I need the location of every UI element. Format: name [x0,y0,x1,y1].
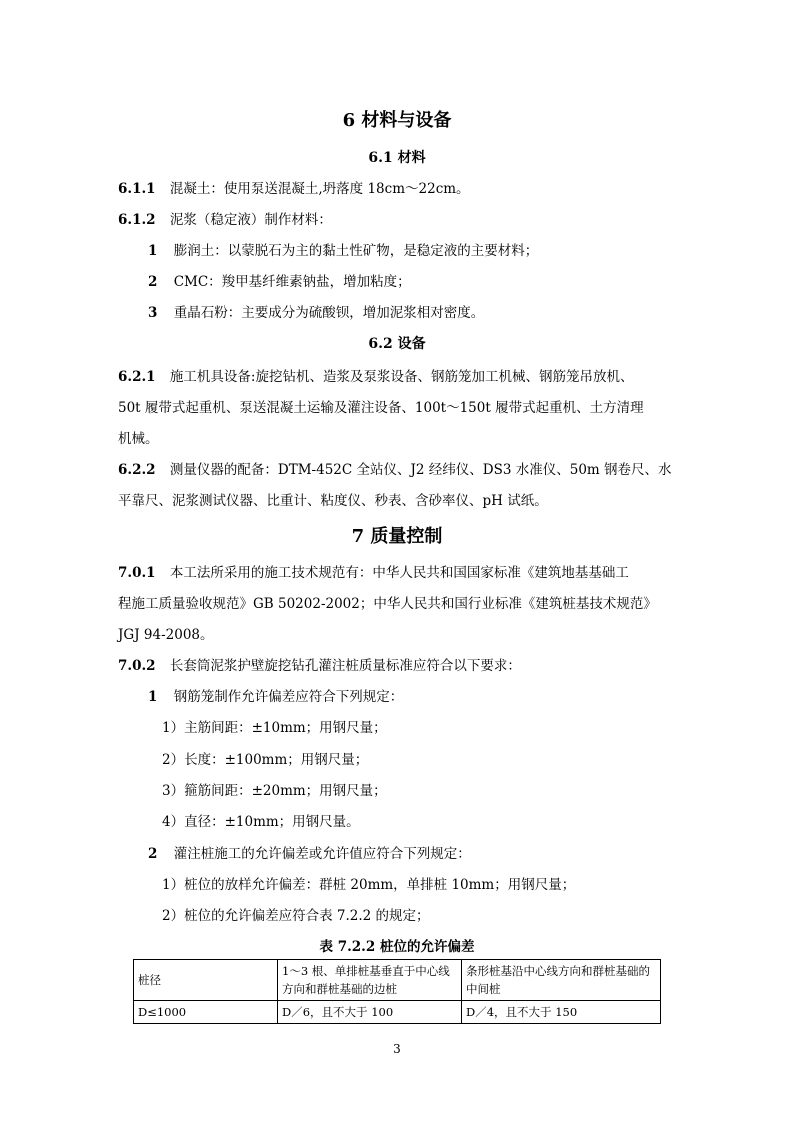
clause-6-2-2-line2: 平靠尺、泥浆测试仪器、比重计、粘度仪、秒表、含砂率仪、pH 试纸。 [118,493,548,509]
list-number: 3 [148,305,158,321]
clause-text: 混凝土：使用泵送混凝土,坍落度 18cm～22cm。 [169,181,470,197]
list-item [148,301,484,321]
table-header-row [134,960,661,1001]
list-text: 膨润土：以蒙脱石为主的黏土性矿物，是稳定液的主要材料； [173,243,539,259]
clause-text: 施工机具设备:旋挖钻机、造浆及泵浆设备、钢筋笼加工机械、钢筋笼吊放机、 [169,369,634,385]
table-row [134,1001,661,1024]
sub-list-text: 桩位的放样允许偏差：群桩 20mm，单排桩 10mm；用钢尺量； [184,877,576,893]
section-6-1-title: 6.1 材料 [368,150,426,166]
clause-6-1-1 [118,177,470,197]
sub-list-number: 1） [162,720,185,736]
section-6-2-title: 6.2 设备 [368,336,426,352]
clause-number: 6.1.1 [118,181,156,197]
list-text: CMC：羧甲基纤维素钠盐，增加粘度； [173,274,411,290]
clause-number: 6.2.1 [118,369,156,385]
clause-6-2-1-line3: 机械。 [118,431,159,447]
clause-number: 7.0.1 [118,565,156,581]
table-header-cell: 条形桩基沿中心线方向和群桩基础的中间桩 [462,960,661,1001]
list-item [148,685,403,705]
sub-list-text: 箍筋间距：±20mm；用钢尺量； [184,783,387,799]
sub-list-item [162,873,575,893]
clause-text: 长套筒泥浆护壁旋挖钻孔灌注桩质量标准应符合以下要求： [169,658,521,674]
sub-list-item [162,779,387,799]
section-6-title: 6 材料与设备 [342,110,452,131]
sub-list-number: 4） [162,814,185,830]
sub-list-number: 2） [162,908,185,924]
list-number: 2 [148,274,158,290]
clause-7-0-1-line1 [118,561,629,581]
sub-list-item [162,716,387,736]
sub-list-text: 桩位的允许偏差应符合表 7.2.2 的规定； [184,908,430,924]
table-caption: 表 7.2.2 桩位的允许偏差 [319,939,475,955]
list-text: 重晶石粉：主要成分为硫酸钡，增加泥浆相对密度。 [173,305,485,321]
table-cell: D≤1000 [134,1001,278,1024]
sub-list-item [162,904,430,924]
list-text: 灌注桩施工的允许偏差或允许值应符合下列规定： [173,846,471,862]
list-number: 1 [148,243,158,259]
sub-list-text: 直径：±10mm；用钢尺量。 [184,814,360,830]
section-7-title: 7 质量控制 [351,526,443,547]
list-item [148,239,538,259]
sub-list-text: 主筋间距：±10mm；用钢尺量； [184,720,387,736]
list-item [148,842,471,862]
list-number: 2 [148,846,158,862]
clause-6-1-2 [118,208,332,228]
sub-list-number: 1） [162,877,185,893]
table-cell: D／4，且不大于 150 [462,1001,661,1024]
clause-7-0-1-line3: JGJ 94-2008。 [118,627,214,643]
list-text: 钢筋笼制作允许偏差应符合下列规定： [173,689,404,705]
tolerance-table [133,959,661,1024]
sub-list-number: 2） [162,752,185,768]
clause-text: 测量仪器的配备：DTM-452C 全站仪、J2 经纬仪、DS3 水准仪、50m 钢卷尺、水 [169,462,672,478]
clause-6-2-1-line2: 50t 履带式起重机、泵送混凝土运输及灌注设备、100t～150t 履带式起重机、土方清理 [118,400,644,416]
clause-6-2-2-line1 [118,458,672,478]
clause-6-2-1-line1 [118,365,633,385]
clause-number: 6.2.2 [118,462,156,478]
table-cell: D／6，且不大于 100 [278,1001,462,1024]
sub-list-item [162,810,360,830]
list-item [148,270,411,290]
clause-number: 7.0.2 [118,658,156,674]
clause-text: 泥浆（稳定液）制作材料： [169,212,332,228]
clause-7-0-1-line2: 程施工质量验收规范》GB 50202-2002；中华人民共和国行业标准《建筑桩基技术规范》 [118,596,657,612]
sub-list-item [162,748,368,768]
page-number: 3 [393,1042,401,1056]
clause-text: 本工法所采用的施工技术规范有：中华人民共和国国家标准《建筑地基基础工 [169,565,629,581]
table-header-cell: 桩径 [134,960,278,1001]
table-header-cell: 1～3 根、单排桩基垂直于中心线方向和群桩基础的边桩 [278,960,462,1001]
clause-7-0-2 [118,654,521,674]
clause-number: 6.1.2 [118,212,156,228]
sub-list-number: 3） [162,783,185,799]
list-number: 1 [148,689,158,705]
sub-list-text: 长度：±100mm；用钢尺量； [184,752,369,768]
